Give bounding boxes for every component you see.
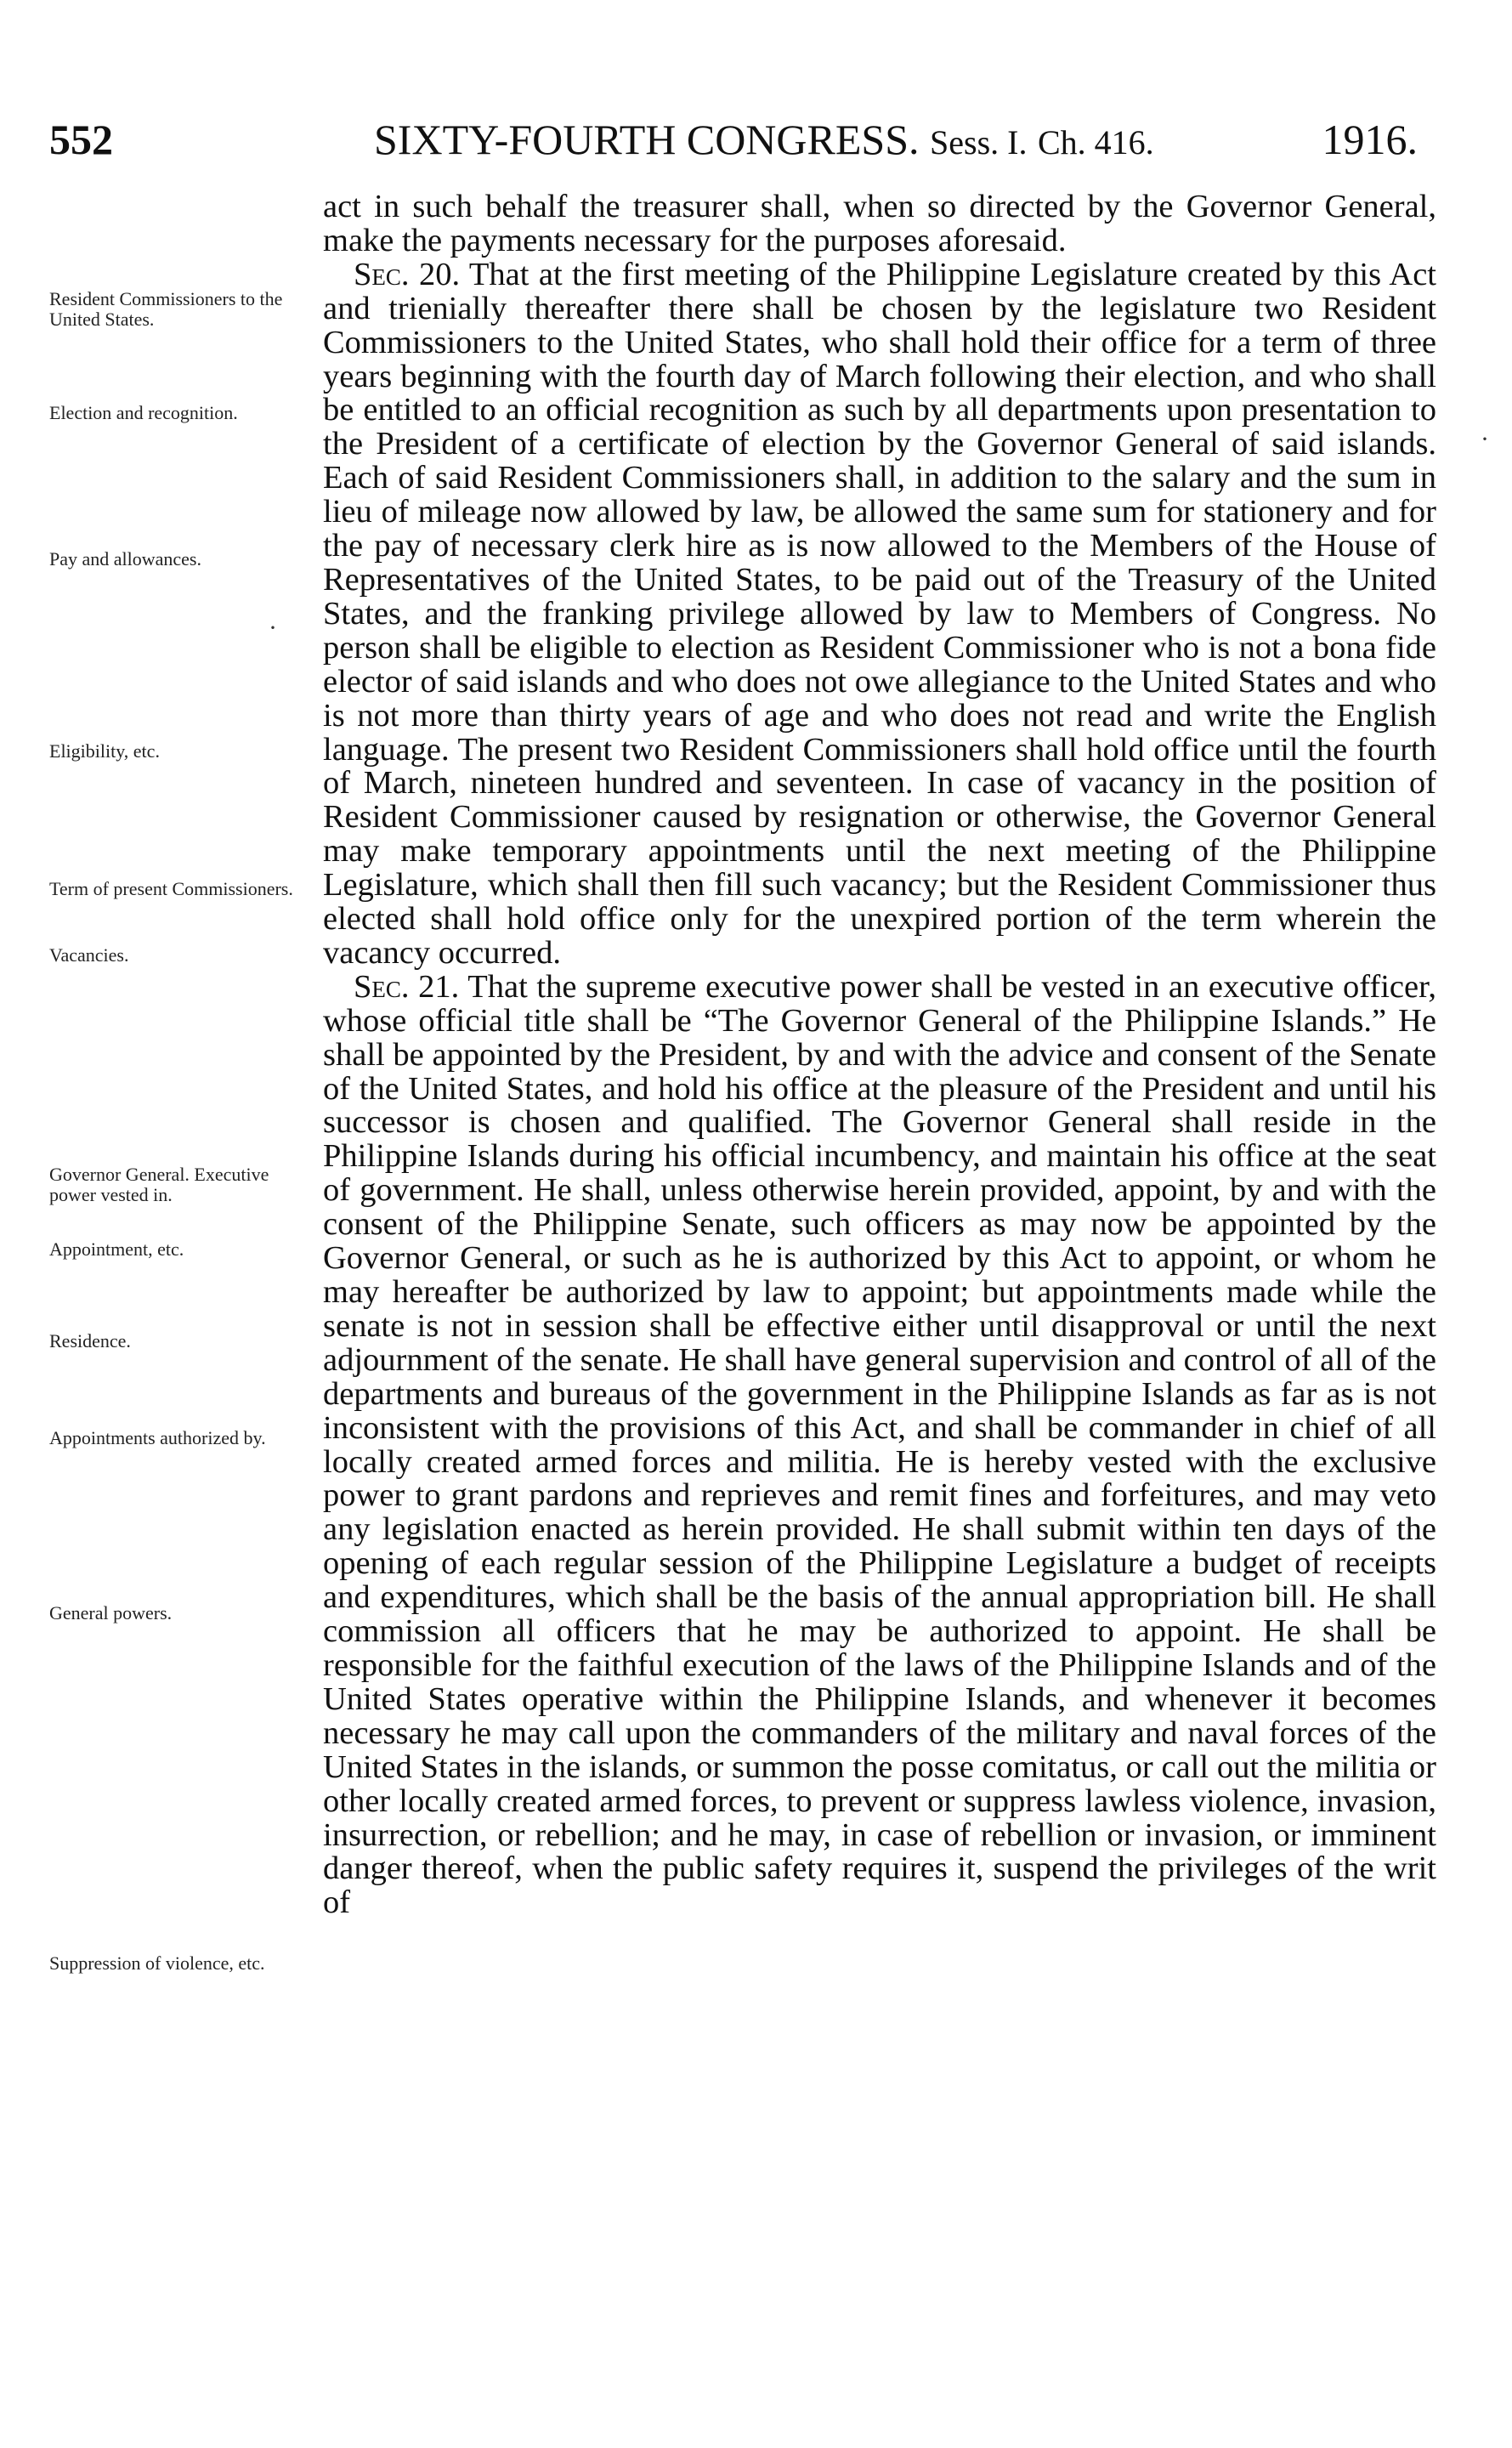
margin-note-election: Election and recognition. (49, 402, 238, 423)
margin-note-term: Term of present Commissioners. (49, 878, 293, 899)
running-head (374, 112, 1154, 170)
margin-note-suppression: Suppression of violence, etc. (49, 1952, 265, 1974)
page-number: 552 (49, 116, 113, 163)
margin-note-residence: Residence. (49, 1330, 131, 1352)
margin-note-resident-commissioners: Resident Commissioners to the United States. (49, 288, 283, 330)
margin-note-appointment: Appointment, etc. (49, 1238, 184, 1260)
stray-dot-mark: · (269, 614, 277, 642)
chapter-label: Ch. 416. (1037, 123, 1154, 162)
section-number: Sec. 21. (354, 968, 460, 1005)
margin-note-pay: Pay and allowances. (49, 548, 201, 570)
section-text: That the supreme executive power shall be vested in an executive officer, whose official title shall be “The Governor General of the Philippine Islands.” He shall be appointed by the President, by and with the advice and consent of the Senate of the United States, and hold his office at the pleasure of the President and until his successor is chosen and qualified. The Governor General shall reside in the Philippine Islands during his official incumbency, and maintain his office at the seat of government. He shall, unless otherwise herein provided, appoint, by and with the consent of the Philippine Senate, such officers as may now be appointed by the Governor General, or such as he is authorized by this Act to appoint, or whom he may hereafter be authorized by law to appoint; but appointments made while the senate is not in session shall be effective either until disapproval or until the next adjournment of the senate. He shall have general supervision and control of all of the departments and bureaus of the government in the Philippine Islands as far as is not inconsistent with the provisions of this Act, and shall be commander in chief of all locally created armed forces and militia. He is hereby vested with the exclusive power to grant pardons and reprieves and remit fines and forfeitures, and may veto any legislation enacted as herein provided. He shall submit within ten days of the opening of each regular session of the Philippine Legislature a budget of receipts and expenditures, which shall be the basis of the annual appropriation bill. He shall commission all officers that he may be authorized to appoint. He shall be responsible for the faithful execution of the laws of the Philippine Islands and of the United States operative within the Philippine Islands, and whenever it becomes necessary he may call upon the commanders of the military and naval forces of the United States in the islands, or summon the posse comitatus, or call out the militia or other locally created armed forces, to prevent or suppress lawless violence, invasion, insurrection, or rebellion; and he may, in case of rebellion or invasion, or imminent danger thereof, when the public safety requires it, suspend the privileges of the writ of (323, 968, 1436, 1921)
paragraph-continuation: act in such behalf the treasurer shall, when so directed by the Governor General, make the payments necessary for the purposes aforesaid. (323, 189, 1436, 258)
section-21 (323, 968, 1436, 1921)
margin-note-governor-general: Governor General. Executive power vested in. (49, 1164, 269, 1205)
margin-note-appointments-authorized: Appointments authorized by. (49, 1427, 266, 1448)
section-number: Sec. 20. (354, 256, 461, 292)
section-20 (323, 258, 1436, 971)
session-label: Sess. I. (930, 123, 1028, 162)
margin-note-general-powers: General powers. (49, 1602, 173, 1624)
stray-dot-mark: · (1481, 425, 1489, 453)
year-label: 1916. (1322, 116, 1418, 163)
section-text: That at the first meeting of the Philippine Legislature created by this Act and trienially thereafter there shall be chosen by the legislature two Resident Commissioners to the United States, who shall hold their office for a term of three years beginning with the fourth day of March following their election, and who shall be entitled to an official recognition as such by all departments upon presentation to the President of a certificate of election by the Governor General of said islands. Each of said Resident Commissioners shall, in addition to the salary and the sum in lieu of mileage now allowed by law, be allowed the same sum for stationery and for the pay of necessary clerk hire as is now allowed to the Members of the House of Representatives of the United States, to be paid out of the Treasury of the United States, and the franking privilege allowed by law to Members of Congress. No person shall be eligible to election as Resident Commissioner who is not a bona fide elector of said islands and who does not owe allegiance to the United States and who is not more than thirty years of age and who does not read and write the English language. The present two Resident Commissioners shall hold office until the fourth of March, nineteen hundred and seventeen. In case of vacancy in the position of Resident Commissioner caused by resignation or otherwise, the Governor General may make temporary appointments until the next meeting of the Philippine Legislature, which shall then fill such vacancy; but the Resident Commissioner thus elected shall hold office only for the unexpired portion of the term wherein the vacancy occurred. (323, 256, 1436, 971)
page-header (49, 112, 1418, 167)
statute-text (323, 190, 1436, 1920)
running-title: SIXTY-FOURTH CONGRESS. (374, 116, 920, 163)
margin-note-vacancies: Vacancies. (49, 944, 129, 966)
margin-note-eligibility: Eligibility, etc. (49, 740, 160, 762)
